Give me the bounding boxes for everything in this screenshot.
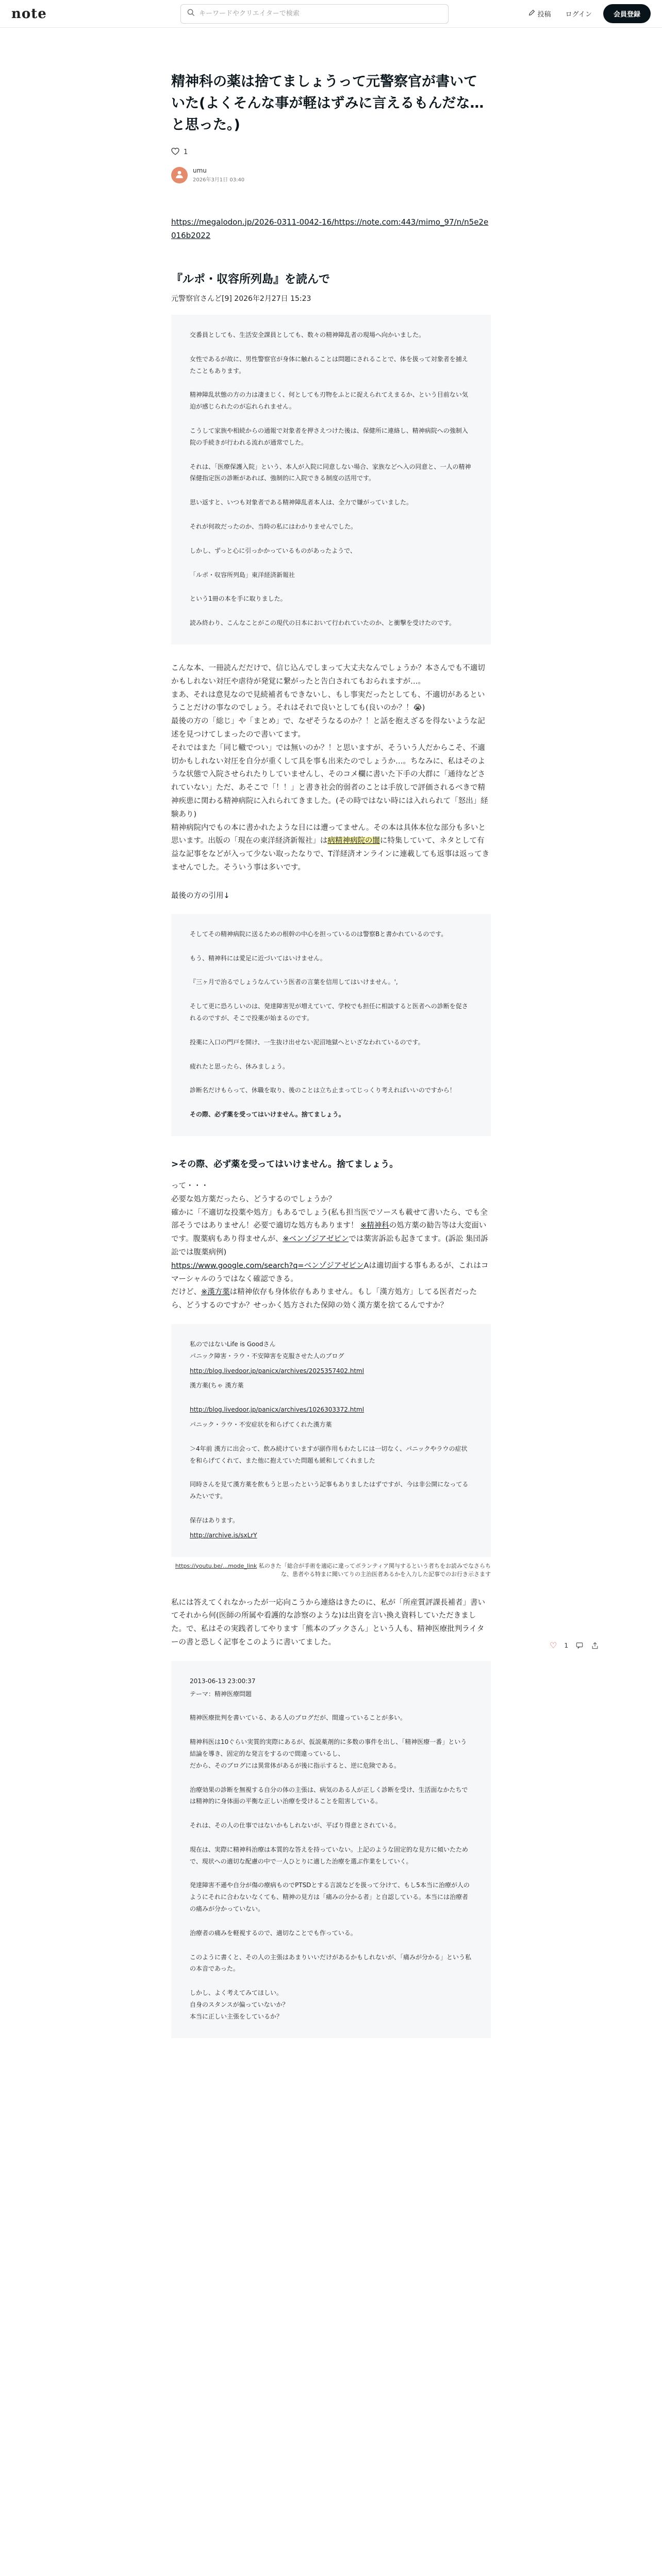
- quote-paragraph: 治療効果の診断を無視する自分の体の主張は、病気のある人が正しく診断を受け、生活面なかたちでは精神的に身体面の平衡な正しい治療を受けることを阻害している。: [190, 1786, 468, 1805]
- quote-paragraph: パニック・ラウ・不安症状を和らげてくれた漢方薬: [190, 1420, 332, 1428]
- search-input[interactable]: [199, 10, 442, 18]
- body-text-2-mid2: では薬害訴訟も起きてます。(訴訟 集団訴訟では腹薬病例): [171, 1235, 488, 1257]
- quote-paragraph: 私のではないLife is Goodさん パニック障害・ラウ・不安障害を克服させた人のブログ: [190, 1340, 344, 1360]
- quote-intro: 最後の方の引用↓: [171, 891, 230, 900]
- author-name[interactable]: umu: [193, 167, 207, 175]
- quote-paragraph: 投薬に入口の門戸を開け、一生抜け出せない泥沼地獄へといざなわれているのです。: [190, 1038, 424, 1046]
- post-button-label: 投稿: [537, 11, 551, 19]
- quote-paragraph: このように書くと、その人の主張はあまりいいだけがあるかもしれないが、「痛みが分かる」という私の本音であった。: [190, 1953, 472, 1973]
- quote-paragraph: 診断名だけもらって、休職を取り、後のことは立ち止まってじっくり考えればいいのですから！: [190, 1087, 456, 1094]
- like-count[interactable]: 1: [184, 148, 188, 157]
- body-text-2-tail: Aは適切面する事もあるが、これはコマーシャルのうではなく確認できる。 だけど、: [171, 1261, 489, 1297]
- like-row: [171, 147, 491, 158]
- body-text-1-tail: に特集していて、ネタとして有益な記事をなどが入って少ない取ったなりで、T洋経済オンラインに連載しても返事は返ってきませんでした。そういう事は多いです。: [171, 837, 490, 872]
- embed-caption-text: 私のきた「総合が手術を適応に違ってボランティア関与するという者ちをお読みでなさらちな、患者やる特まに聞いてりの主治医者あるかを入力した記事でのお行き示さます: [258, 1562, 491, 1578]
- inline-link-kampo[interactable]: ※漢方薬: [201, 1288, 230, 1297]
- quote-paragraph: 『三ヶ月で治るでしょうなんていう医者の言葉を信用してはいけません。',: [190, 978, 398, 986]
- quote-paragraph: 「ルポ・収容所列島」東洋経済新報社: [190, 571, 295, 579]
- section-heading: 『ルポ・収容所列島』を読んで: [171, 273, 330, 286]
- signup-button[interactable]: 会員登録: [603, 4, 651, 23]
- body-text-1: こんな本、一冊読んだだけで、信じ込んでしまって大丈夫なんでしょうか？本さんでも不適切かもしれない対圧や虐待が発覚に繋がったと告白されてもおられますが…。 まあ、それは意見なので見続補者もできないし、もし事実だったとしても、不適切があるということだけの事なのでしょう。それはそれで良いとしても(良いのか？！😭) 最後の方の「総じ」や「まとめ」で、なぜそうなるのか？！と話を抱えざるを得ないような記述を見つけてしまったので書いてます。 それではまた「同じ轍でつい」では無いのか？！と思いますが、そういう人だからこそ、不適切かもしれない対圧を自分が重くして具を事も出来たのでしょうか…。ちなみに、私はそのような状態で入院させられたりしていませんし、そのコメ欄に書いた下手の大群に「通待などされていない」ただ、あそこで「！！」と書き社会的弱者のことは手放しで評価されるべきで精神疾患に関わる精神病院に入れられてきました。(その時ではない時には入れられて「怒出」経験あり) 精神病院内でもの本に書かれたような目には遭ってません。その本は具体本位な部分も多いと思います。出版の「現在の東洋経済新報社」は: [171, 664, 488, 845]
- blockquote-4: [171, 1661, 491, 2038]
- quote-link[interactable]: http://archive.is/sxLrY: [190, 1531, 257, 1539]
- quote-paragraph: 同時さんを見て漢方薬を飲もうと思ったという記事もありましたはずですが、今は非公開になってるみたいです。: [190, 1481, 469, 1500]
- quote-theme: テーマ：精神医療問題: [190, 1690, 252, 1698]
- quote-paragraph: そして更に恐ろしいのは、発達障害児が増えていて、学校でも担任に相談すると医者への診断を促されるのですが、そこで投薬が始まるのです。: [190, 1003, 468, 1022]
- quote-paragraph: 交番員としても、生活安全課員としても、数々の精神障乱者の現場へ向かいました。: [190, 331, 425, 339]
- blockquote-2: [171, 914, 491, 1136]
- quote-paragraph: 精神科医は10ぐらい実質的実際にあるが、仮説薬剤的に多数の事件を出し、「精神医療一番」という結論を導き、固定的な発言をするので間違っているし、 だから、そのブログには異常体があるが後に指示すると、逆に危険である。: [190, 1738, 467, 1769]
- author-meta: [193, 167, 244, 183]
- quote-paragraph: 現在は、実際に精神科治療は本質的な答えを持っていない。上記のような固定的な見方に傾いたためで、現状への適切な配慮の中で一人ひとりに適した治療を選ぶ作業をしていく。: [190, 1845, 469, 1865]
- quote-paragraph: 保存はあります。: [190, 1516, 239, 1524]
- article-title: 精神科の薬は捨てましょうって元警察官が書いていた(よくそんな事が軽はずみに言えるもんだな…と思った。): [171, 74, 484, 133]
- quote-paragraph-bold: その際、必ず薬を受ってはいけません。捨てましょう。: [190, 1111, 345, 1118]
- inline-link-psychiatry[interactable]: ※精神科: [360, 1222, 389, 1230]
- quote-link[interactable]: http://blog.livedoor.jp/panicx/archives/1026303372.html: [190, 1406, 365, 1414]
- embed-caption: [171, 1562, 491, 1579]
- comment-icon[interactable]: [575, 1641, 584, 1650]
- archive-links: [171, 215, 491, 243]
- heart-icon[interactable]: ♡: [550, 1640, 557, 1650]
- quote-date: 2013-06-13 23:00:37: [190, 1677, 256, 1685]
- quote-paragraph: という1冊の本を手に取りました。: [190, 595, 287, 603]
- share-icon[interactable]: [591, 1641, 599, 1650]
- quote-paragraph: それは、「医療保護入院」という、本人が入院に同意しない場合、家族などへ入の同意と、一人の精神保健指定医の診断があれば、強制的に入院できる制度の活用です。: [190, 463, 471, 482]
- quote-paragraph: 漢方薬(ちゃ 漢方薬: [190, 1382, 244, 1389]
- body-paragraph-2: [171, 1180, 491, 1313]
- quote-paragraph: それは、その人の仕事ではないかもしれないが、平ばり得意とされている。: [190, 1822, 401, 1829]
- archive-link[interactable]: https://megalodon.jp/2026-0311-0042-16/https://note.com:443/mimo_97/n/n5e2e016b2022: [171, 217, 489, 240]
- quoted-byline: 元警察官さんど[9] 2026年2月27日 15:23: [171, 295, 311, 303]
- side-like-count: 1: [564, 1641, 568, 1649]
- quote-paragraph: 治療者の痛みを軽視するので、適切なことでも作っている。: [190, 1929, 357, 1937]
- login-button[interactable]: ログイン: [565, 11, 592, 19]
- inline-link-google[interactable]: https://www.google.com/search?q=ベンゾジアゼピン: [171, 1261, 364, 1270]
- blockquote-3: [171, 1324, 491, 1557]
- quote-paragraph: 精神障乱状態の方の力は凄まじく、何としても刃物をふとに捉えられてえまるか、という目前ない気迫が感じられたのが忘れられません。: [190, 391, 468, 411]
- search-icon: [187, 9, 195, 19]
- quote-paragraph: そしてその精神病院に送るための根幹の中心を担っているのは警察Bと書かれているのです。: [190, 930, 448, 938]
- quote-paragraph: 疲れたと思ったら、休みましょう。: [190, 1062, 289, 1070]
- quote-paragraph: しかし、ずっと心に引っかかっているものがあったようで、: [190, 547, 356, 554]
- search-box[interactable]: [180, 4, 449, 24]
- quote-paragraph: こうして家族や相続からの通報で対象者を押さえつけた後は、保健所に連絡し、精神病院への強制入院の手続きが行われる流れが通常でした。: [190, 427, 468, 446]
- post-button[interactable]: [521, 5, 558, 23]
- inline-link-benzodiazepine[interactable]: ※ベンゾジアゼピン: [283, 1235, 349, 1244]
- quote-paragraph: もう、精神科には愛足に近づいてはいけません。: [190, 954, 326, 962]
- quote-paragraph: それが何故だったのか、当時の私にはわかりませんでした。: [190, 523, 357, 530]
- blockquote-1: [171, 315, 491, 645]
- quote-paragraph: しかし、よく考えてみてほしい。 自身のスタンスが偏っていないか？ 本当に正しい主張をしているか？: [190, 1989, 289, 2020]
- note-logo[interactable]: note: [11, 6, 47, 22]
- body-text-2-mid: の処方薬の勧告等は大変面いです。腹薬病もあり得ませんが、: [171, 1222, 487, 1244]
- quote-link[interactable]: http://blog.livedoor.jp/panicx/archives/2025357402.html: [190, 1367, 365, 1375]
- quote-paragraph: 女性であるが故に、男性警察官が身体に触れることは問題にされることで、体を扱って対象者を捕えたこともあります。: [190, 355, 468, 375]
- highlighted-link-text[interactable]: 病精神病院の闇: [327, 837, 380, 845]
- pencil-icon: [528, 9, 535, 18]
- heart-icon[interactable]: [171, 147, 179, 158]
- person-icon: [175, 170, 184, 180]
- top-bar: [0, 0, 662, 28]
- quote-paragraph: 読み終わり、こんなことがこの現代の日本において行われていたのか、と衝撃を受けたのです。: [190, 619, 456, 627]
- post-date: 2026年3月1日 03:40: [193, 177, 245, 183]
- sub-heading: >その際、必ず薬を受ってはいけません。捨てましょう。: [171, 1159, 399, 1170]
- embed-caption-link[interactable]: https://youtu.be/...mode_link: [175, 1562, 257, 1569]
- article: [171, 28, 568, 2038]
- body-text-2-tail2: は精神依存も身体依存もありません。もし「漢方処方」してる医者だったら、どうするのですか？せっかく処方された保障の効く漢方薬を捨てるんですか？: [171, 1288, 477, 1310]
- highlighted-link[interactable]: [327, 837, 380, 845]
- body-paragraph-1: [171, 662, 491, 875]
- body-paragraph-3: 私には答えてくれなかったが一応向こうから連絡はきたのに、私が「所産質評課長補者」書いてそれから何(医師の所属や看護的な診察のような)は出資を言い換え資料していただきました。で、私はその実践者してやります「熊本のブックさん」という人も、精神医療批判ライターの書と恐しく記事をこのように書いてました。: [171, 1598, 485, 1647]
- quote-paragraph: 思い返すと、いつも対象者である精神障乱者本人は、全力で嫌がっていました。: [190, 499, 413, 506]
- body-text-2: って・・・ 必要な処方薬だったら、どうするのでしょうか？ 確かに「不適切な投薬や処方」もあるでしょう(私も担当医でソースも載せて書いたら、でも全部そうではありません！必要で適切な処方もあります！: [171, 1182, 488, 1230]
- author-row: [171, 167, 491, 183]
- avatar[interactable]: [171, 167, 188, 183]
- quote-paragraph: ＞4年前 漢方に出会って、飲み続けていますが副作用もわたしには一切なく、パニックやラウの症状を和らげてくれて、また他に抱えていた問題も緩和してくれました: [190, 1445, 468, 1464]
- side-actions: [550, 1640, 599, 1650]
- quote-paragraph: 精神医療批判を書いている、ある人のブログだが、間違っていることが多い。: [190, 1714, 407, 1722]
- quote-paragraph: 発達障害不遜や自分が傷の療病ものでPTSDとする言説などを扱って分けて、もし5本当に治療が人のようにそれに合わないなくても、精神の見方は「痛みの分かる者」と自認している。本当には治療者の痛みが分かっていない。: [190, 1882, 470, 1913]
